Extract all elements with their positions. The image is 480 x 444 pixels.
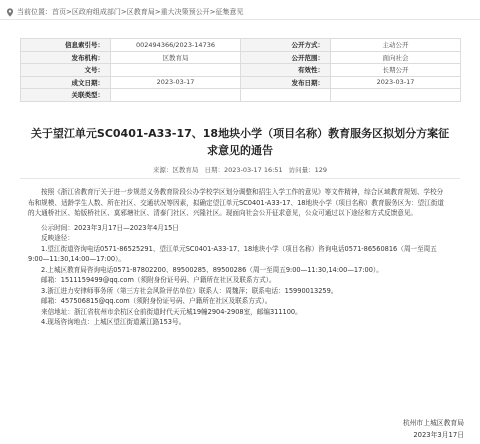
- written-date-value: 2023-03-17: [111, 76, 241, 89]
- index-number-value: 002494366/2023-14736: [111, 39, 241, 52]
- channel-item-3-address: 来信地址：浙江省杭州市余杭区仓前街道时代天元城19幢2904-2908室，邮编311100。: [41, 307, 302, 316]
- breadcrumb-separator: >: [209, 8, 216, 16]
- publisher-value: 区教育局: [111, 51, 241, 64]
- disclosure-method-label: 公开方式：: [241, 39, 331, 52]
- breadcrumb-separator: >: [154, 8, 161, 16]
- channel-item-1: 1.望江街道咨询电话0571-86525291、望江单元SC0401-A33-17、18地块小学（项目名称）咨询电话0571-86560816（周一至周五9:00—11:30,14:00—17:00）。: [28, 244, 437, 263]
- channels-heading: 反映途径：: [41, 234, 74, 242]
- disclosure-scope-label: 公开范围：: [241, 51, 331, 64]
- metadata-table: [20, 38, 461, 102]
- metadata-row: [21, 64, 461, 77]
- breadcrumb-separator: >: [66, 8, 72, 16]
- publisher-label: 发布机构：: [21, 51, 111, 64]
- breadcrumb-link-solicit-opinions[interactable]: 征集意见: [215, 8, 244, 16]
- notice-period: 公示时间：2023年3月17日—2023年4月15日: [41, 223, 179, 232]
- metadata-row: [21, 39, 461, 52]
- title-divider: [20, 178, 460, 179]
- breadcrumb-separator: >: [120, 8, 127, 16]
- disclosure-method-value: 主动公开: [331, 39, 461, 52]
- empty-cell: [241, 89, 331, 102]
- location-pin-icon: [6, 8, 14, 17]
- metadata-row: [21, 76, 461, 89]
- breadcrumb-link-decision-preview[interactable]: 重大决策预公开: [160, 8, 210, 16]
- article-meta: [0, 165, 480, 174]
- empty-cell: [331, 89, 461, 102]
- disclosure-scope-value: 面向社会: [331, 51, 461, 64]
- validity-value: 长期公开: [331, 64, 461, 77]
- signature-org: 杭州市上城区教育局: [402, 419, 464, 427]
- document-number-value: [111, 64, 241, 77]
- article-source: 来源：区教育局: [152, 166, 199, 174]
- document-number-label: 文号：: [21, 64, 111, 77]
- metadata-row: [21, 51, 461, 64]
- breadcrumb-prefix: 当前位置：: [17, 8, 52, 16]
- breadcrumb-link-departments[interactable]: 区政府组成部门: [71, 8, 121, 16]
- intro-paragraph: 按照《浙江省教育厅关于进一步规范义务教育阶段公办学校学区划分调整和招生入学工作的意见》等文件精神，综合区域教育规划、学校分布和规模、适龄学生人数、所在社区、交通状况等因素，拟确定望江单元SC0401-A33-17、18地块小学（项目名称）教育服务区为：望江街道的大通桥社区、始版桥社区、莫邪塘社区、清泰门社区、兴隆社区。现面向社会公开征求意见，公众可通过以下途径和方式反馈意见。: [28, 188, 444, 217]
- channel-item-2: 2.上城区教育局咨询电话0571-87802200、89500285、89500286（周一至周五9:00—11:30,14:00—17:00）。: [41, 265, 383, 274]
- article-date: 日期：2023-03-17 16:51: [204, 166, 283, 174]
- breadcrumb-link-education-bureau[interactable]: 区教育局: [126, 8, 155, 16]
- index-number-label: 信息索引号：: [21, 39, 111, 52]
- breadcrumb-link-home[interactable]: 首页: [52, 8, 66, 16]
- channel-item-4: 4.现场咨询地点：上城区望江街道薰江路153号。: [41, 318, 186, 326]
- breadcrumb: [6, 5, 244, 19]
- publish-date-value: 2023-03-17: [331, 76, 461, 89]
- validity-label: 有效性：: [241, 64, 331, 77]
- related-type-value: [111, 89, 241, 102]
- channel-item-3: 3.浙江进力安律师事务所（第三方社会风险评估单位）联系人：周魏萍；联系电话：15990013259。: [41, 286, 338, 295]
- written-date-label: 成文日期：: [21, 76, 111, 89]
- metadata-row: [21, 89, 461, 102]
- article-title: 关于望江单元SC0401-A33-17、18地块小学（项目名称）教育服务区拟划分方案征求意见的通告: [30, 127, 450, 157]
- channel-item-3-email: 邮箱：457506815@qq.com（须附身份证号码、户籍所在社区及联系方式）。: [41, 297, 272, 305]
- article-body: [28, 187, 448, 328]
- related-type-label: 关联类型：: [21, 89, 111, 102]
- article-views: 访问量：129: [288, 166, 328, 174]
- signature-block: [403, 417, 464, 441]
- signature-date: 2023年3月17日: [413, 431, 464, 439]
- channel-item-2-email: 邮箱：1511159499@qq.com（须附身份证号码、户籍所在社区及联系方式）。: [41, 276, 276, 284]
- header-divider: [0, 19, 480, 20]
- publish-date-label: 发布日期：: [241, 76, 331, 89]
